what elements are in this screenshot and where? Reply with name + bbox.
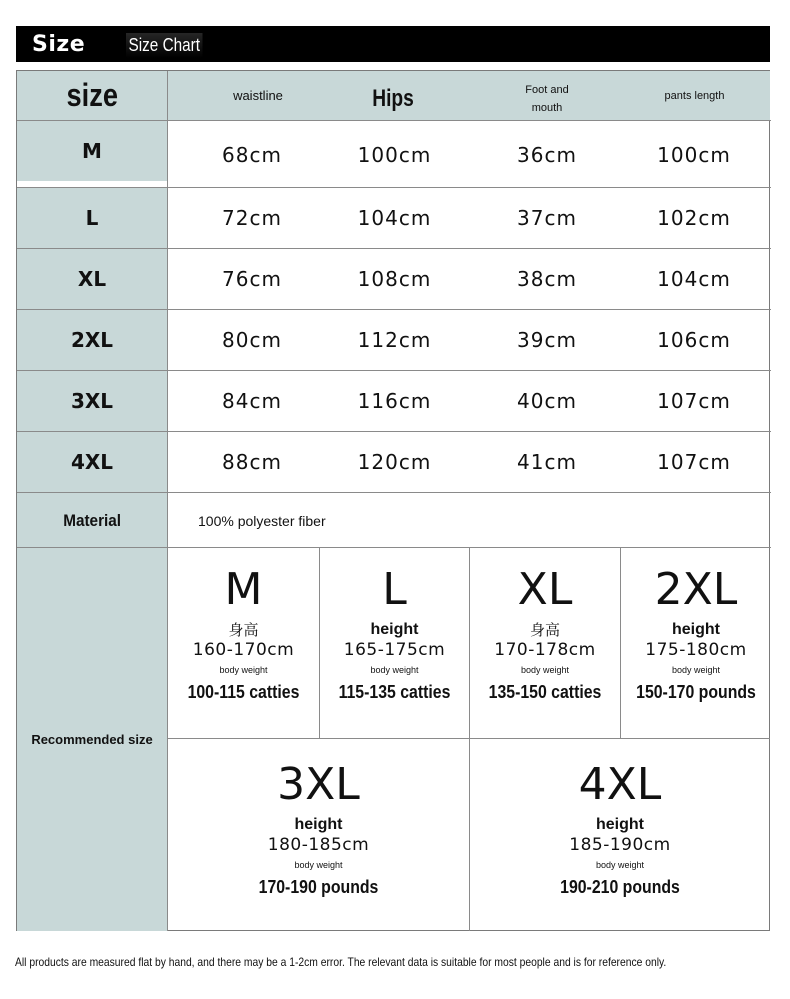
height-label: height [370,621,419,638]
divider [17,547,771,548]
recommended-item [320,566,469,704]
column-header-pants-length: pants length [664,89,725,102]
recommended-label: Recommended size [31,732,153,747]
material-label-cell [17,493,167,548]
header-title: Size [32,32,86,57]
height-label: height [294,816,343,833]
weight-label: body weight [671,665,721,675]
header-subtitle: Size Chart [126,33,203,58]
table-cell: 40cm [517,389,577,413]
divider [17,492,771,493]
column-header-size: size [66,77,118,113]
height-value: 185-190cm [569,835,671,855]
table-cell: 38cm [517,267,577,291]
height-value: 180-185cm [267,835,370,855]
recommended-item [168,566,319,704]
weight-label: body weight [294,860,343,870]
recommended-size: XL [517,564,573,615]
table-cell: 84cm [222,389,282,413]
height-value: 165-175cm [343,640,446,660]
row-label-cell [17,371,167,431]
header-size-cell [17,71,167,120]
table-cell: 104cm [357,206,432,230]
recommended-size: 2XL [654,564,738,615]
table-cell: 107cm [657,389,731,413]
recommended-item [470,761,770,899]
table-cell: 104cm [657,267,731,291]
recommended-size: 4XL [578,759,662,810]
column-header-length-cell [637,71,752,120]
row-size-label: 3XL [70,389,114,413]
weight-value: 170-190 pounds [258,877,379,897]
table-cell: 68cm [222,143,282,167]
weight-label: body weight [595,860,645,870]
recommended-size: 3XL [277,759,360,810]
table-cell: 76cm [222,267,282,291]
height-label: height [672,621,720,638]
weight-value: 135-150 catties [488,682,602,702]
row-size-label: XL [77,267,107,291]
row-size-label: M [82,139,102,163]
weight-label: body weight [520,665,570,675]
table-cell: 88cm [222,450,282,474]
table-cell: 100cm [357,143,432,167]
recommended-item [470,566,620,704]
weight-value: 150-170 pounds [636,682,756,702]
height-label: 身高 [529,621,560,639]
material-value: 100% polyester fiber [198,512,326,529]
recommended-size: M [224,564,263,615]
table-cell: 112cm [357,328,432,352]
footnote: All products are measured flat by hand, and there may be a 1-2cm error. The relevant data is suitable for most people and is for reference only. [15,955,667,969]
height-value: 175-180cm [645,640,747,660]
recommended-size: L [382,564,407,615]
column-header-waistline: waistline [233,88,283,103]
table-cell: 102cm [657,206,731,230]
recommended-item [621,566,771,704]
weight-label: body weight [370,665,419,675]
row-label-cell [17,432,167,492]
table-cell: 107cm [657,450,731,474]
row-size-label: 2XL [70,328,114,352]
weight-value: 115-135 catties [338,682,451,702]
height-value: 160-170cm [192,640,295,660]
table-cell: 37cm [517,206,577,230]
table-cell: 100cm [657,143,731,167]
weight-value: 190-210 pounds [560,877,680,897]
column-header-foot-cell [502,71,592,126]
table-cell: 80cm [222,328,282,352]
divider [17,431,771,432]
table-cell: 72cm [222,206,282,230]
column-header-foot-and-mouth: Foot and mouth [525,83,569,114]
recommended-item [168,761,469,899]
height-value: 170-178cm [494,640,596,660]
material-label: Material [63,510,121,530]
divider [17,187,771,188]
recommended-label-cell [17,548,167,931]
table-cell: 39cm [517,328,577,352]
divider [17,370,771,371]
row-label-cell [17,188,167,248]
column-header-hips: Hips [372,84,414,112]
size-chart-table [16,70,770,931]
row-label-cell [17,310,167,370]
column-header-hips-cell [317,71,469,126]
height-label: height [596,816,644,833]
divider [17,309,771,310]
row-label-cell [17,121,167,181]
row-size-label: L [85,206,99,230]
weight-label: body weight [219,665,268,675]
table-cell: 120cm [357,450,432,474]
table-cell: 36cm [517,143,577,167]
table-cell: 106cm [657,328,731,352]
table-cell: 41cm [517,450,577,474]
header-bar [16,26,770,62]
table-cell: 116cm [357,389,432,413]
weight-value: 100-115 catties [187,682,300,702]
height-label: 身高 [228,621,259,639]
divider [17,120,771,121]
row-label-cell [17,249,167,309]
row-size-label: 4XL [70,450,114,474]
table-cell: 108cm [357,267,432,291]
divider [17,248,771,249]
